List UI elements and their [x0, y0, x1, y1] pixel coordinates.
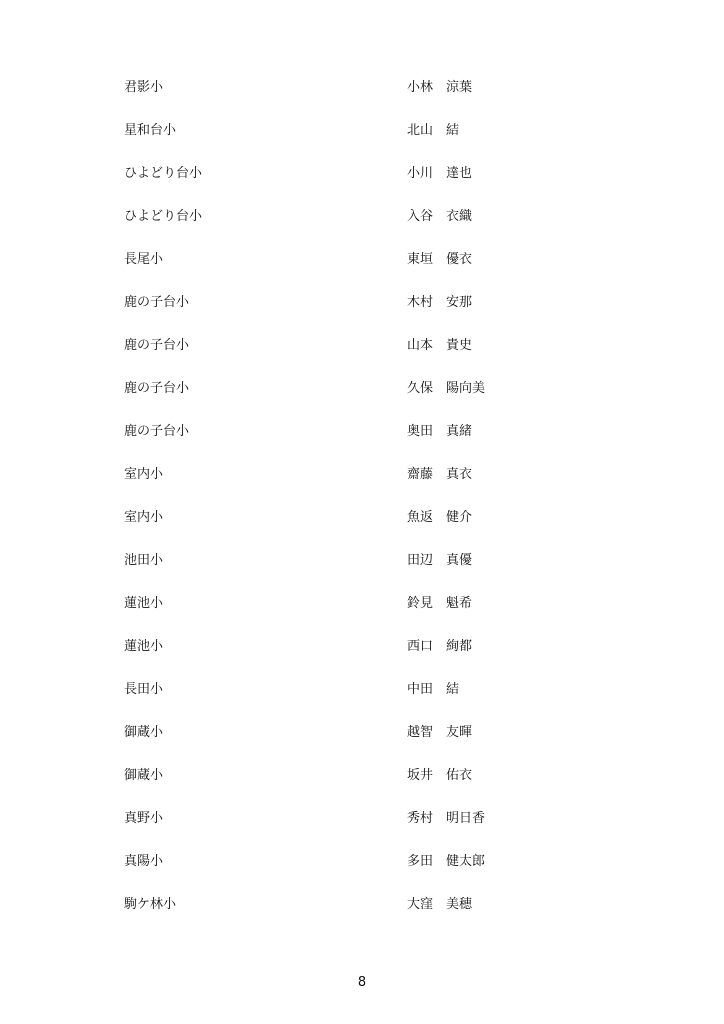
- person-name: 田辺 真優: [407, 553, 473, 568]
- list-row: [124, 207, 644, 250]
- school-name: 長尾小: [124, 252, 164, 267]
- person-name: 齋藤 真衣: [407, 467, 473, 482]
- list-row: [124, 78, 644, 121]
- person-name: 鈴見 魁希: [407, 596, 473, 611]
- person-name: 越智 友暉: [407, 725, 473, 740]
- school-name: 長田小: [124, 682, 164, 697]
- school-name: ひよどり台小: [124, 166, 203, 181]
- list-row: [124, 852, 644, 895]
- list-row: [124, 594, 644, 637]
- participant-list: [124, 78, 644, 938]
- school-name: 蓮池小: [124, 596, 164, 611]
- page-number: 8: [357, 975, 367, 990]
- school-name: 室内小: [124, 510, 164, 525]
- list-row: [124, 508, 644, 551]
- school-name: 駒ケ林小: [124, 897, 177, 912]
- person-name: 小川 達也: [407, 166, 473, 181]
- person-name: 入谷 衣織: [407, 209, 473, 224]
- school-name: 君影小: [124, 80, 164, 95]
- person-name: 奥田 真緒: [407, 424, 473, 439]
- person-name: 中田 結: [407, 682, 460, 697]
- list-row: [124, 723, 644, 766]
- school-name: ひよどり台小: [124, 209, 203, 224]
- list-row: [124, 637, 644, 680]
- list-row: [124, 293, 644, 336]
- school-name: 御蔵小: [124, 768, 164, 783]
- person-name: 久保 陽向美: [407, 381, 486, 396]
- list-row: [124, 121, 644, 164]
- list-row: [124, 336, 644, 379]
- school-name: 鹿の子台小: [124, 338, 190, 353]
- list-row: [124, 766, 644, 809]
- person-name: 東垣 優衣: [407, 252, 473, 267]
- person-name: 魚返 健介: [407, 510, 473, 525]
- school-name: 鹿の子台小: [124, 424, 190, 439]
- school-name: 真陽小: [124, 854, 164, 869]
- list-row: [124, 422, 644, 465]
- school-name: 池田小: [124, 553, 164, 568]
- person-name: 多田 健太郎: [407, 854, 486, 869]
- school-name: 御蔵小: [124, 725, 164, 740]
- person-name: 北山 結: [407, 123, 460, 138]
- school-name: 星和台小: [124, 123, 177, 138]
- list-row: [124, 379, 644, 422]
- person-name: 秀村 明日香: [407, 811, 486, 826]
- list-row: [124, 250, 644, 293]
- school-name: 真野小: [124, 811, 164, 826]
- school-name: 蓮池小: [124, 639, 164, 654]
- person-name: 坂井 佑衣: [407, 768, 473, 783]
- list-row: [124, 680, 644, 723]
- list-row: [124, 809, 644, 852]
- person-name: 西口 絢都: [407, 639, 473, 654]
- person-name: 木村 安那: [407, 295, 473, 310]
- list-row: [124, 164, 644, 207]
- person-name: 山本 貴史: [407, 338, 473, 353]
- list-row: [124, 895, 644, 938]
- person-name: 小林 涼葉: [407, 80, 473, 95]
- list-row: [124, 551, 644, 594]
- school-name: 室内小: [124, 467, 164, 482]
- person-name: 大窪 美穂: [407, 897, 473, 912]
- school-name: 鹿の子台小: [124, 295, 190, 310]
- school-name: 鹿の子台小: [124, 381, 190, 396]
- list-row: [124, 465, 644, 508]
